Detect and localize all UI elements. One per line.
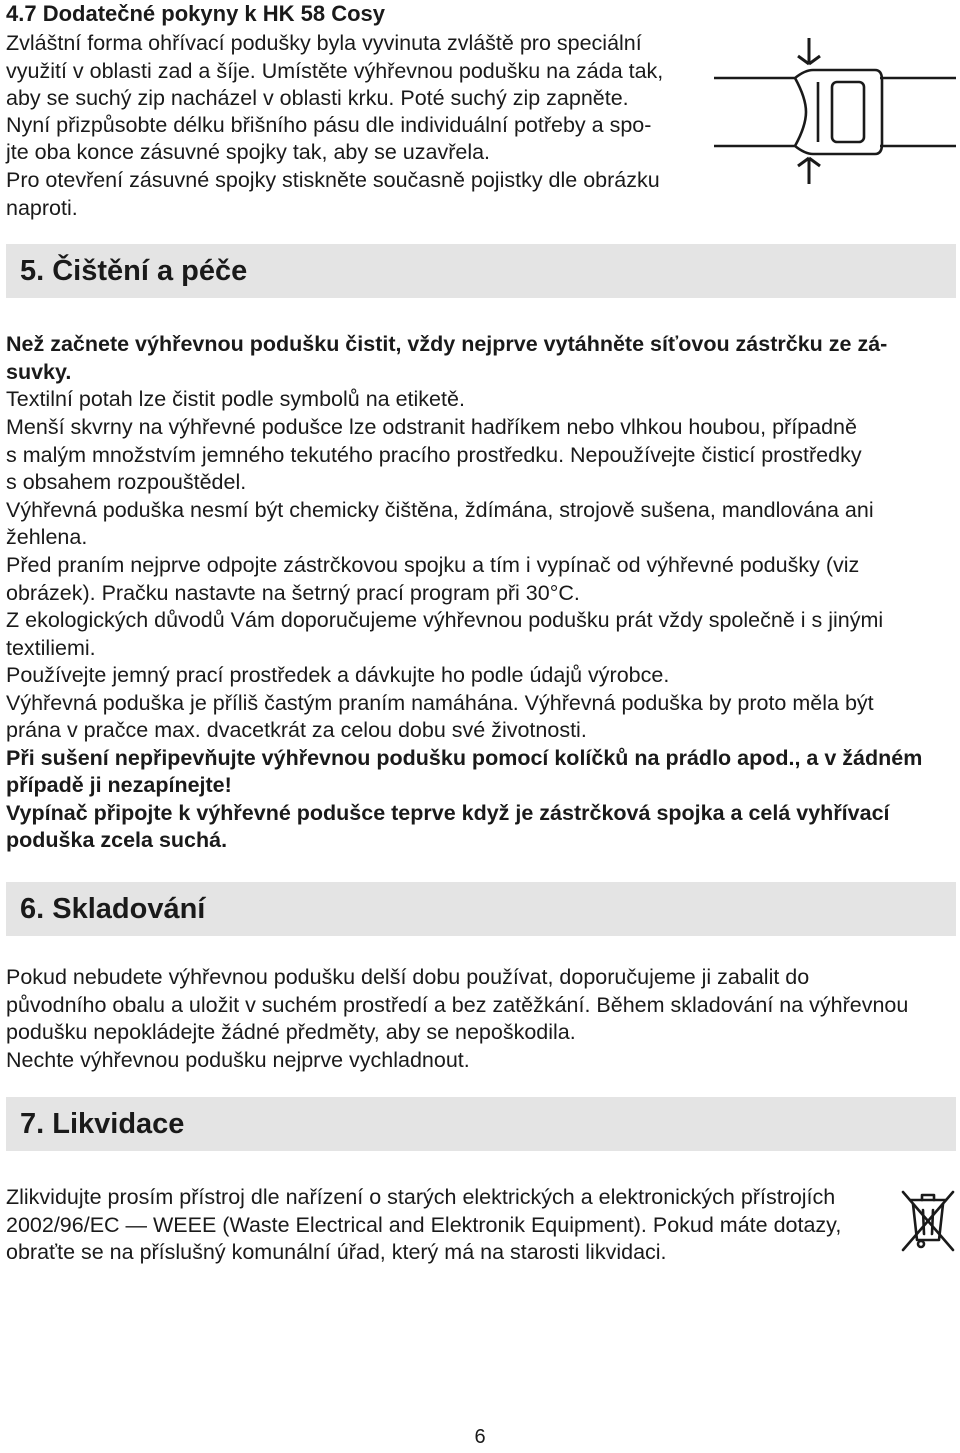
section-6-line: původního obalu a uložit v suchém prostředí a bez zatěžkání. Během skladování na výhřevnou bbox=[6, 993, 909, 1017]
section-5-line: Textilní potah lze čistit podle symbolů na etiketě. bbox=[6, 387, 465, 411]
section-6-line: podušku nepokládejte žádné předměty, aby se nepoškodila. bbox=[6, 1020, 576, 1044]
section-5-line: Před praním nejprve odpojte zástrčkovou spojku a tím i vypínač od výhřevné podušky (viz bbox=[6, 553, 860, 577]
crossed-out-bin-icon bbox=[898, 1184, 958, 1256]
section-5-line: Používejte jemný prací prostředek a dávkujte ho podle údajů výrobce. bbox=[6, 663, 670, 687]
section-5-line: suvky. bbox=[6, 360, 72, 384]
section-5-line: Než začnete výhřevnou podušku čistit, vždy nejprve vytáhněte síťovou zástrčku ze zá- bbox=[6, 332, 888, 356]
section-5-title: 5. Čištění a péče bbox=[20, 255, 248, 287]
section-6-line: Pokud nebudete výhřevnou podušku delší dobu používat, doporučujeme ji zabalit do bbox=[6, 965, 810, 989]
section-6-header bbox=[6, 882, 956, 936]
section-5-line: Při sušení nepřipevňujte výhřevnou podušku pomocí kolíčků na prádlo apod., a v žádném bbox=[6, 746, 923, 770]
section-5-line: prána v pračce max. dvacetkrát za celou dobu své životnosti. bbox=[6, 718, 587, 742]
section-5-line: Výhřevná poduška je příliš častým praním namáhána. Výhřevná poduška by proto měla být bbox=[6, 691, 874, 715]
section-5-line: textiliemi. bbox=[6, 636, 96, 660]
section-7-line: Zlikvidujte prosím přístroj dle nařízení o starých elektrických a elektronických přístrojích bbox=[6, 1185, 836, 1209]
section-7-line: obraťte se na příslušný komunální úřad, který má na starosti likvidaci. bbox=[6, 1240, 667, 1264]
section-5-line: Z ekologických důvodů Vám doporučujeme výhřevnou podušku prát vždy společně i s jinými bbox=[6, 608, 884, 632]
section-5-line: s obsahem rozpouštědel. bbox=[6, 470, 247, 494]
section-6-line: Nechte výhřevnou podušku nejprve vychladnout. bbox=[6, 1048, 470, 1072]
section-4-7-line: jte oba konce zásuvné spojky tak, aby se uzavřela. bbox=[6, 140, 491, 164]
section-4-7-line: Pro otevření zásuvné spojky stiskněte současně pojistky dle obrázku bbox=[6, 168, 660, 192]
section-5-line: poduška zcela suchá. bbox=[6, 828, 228, 852]
page-number: 6 bbox=[474, 1426, 486, 1448]
section-4-7-line: Zvláštní forma ohřívací podušky byla vyvinuta zvláště pro speciální bbox=[6, 31, 642, 55]
section-5-line: obrázek). Pračku nastavte na šetrný prací program při 30°C. bbox=[6, 581, 580, 605]
section-4-7-line: aby se suchý zip nacházel v oblasti krku. Poté suchý zip zapněte. bbox=[6, 86, 629, 110]
section-7-title: 7. Likvidace bbox=[20, 1108, 185, 1140]
section-4-7-line: Nyní přizpůsobte délku břišního pásu dle individuální potřeby a spo- bbox=[6, 113, 652, 137]
section-4-7-line: naproti. bbox=[6, 196, 78, 220]
section-5-line: Menší skvrny na výhřevné podušce lze odstranit hadříkem nebo vlhkou houbou, případně bbox=[6, 415, 857, 439]
section-5-line: Výhřevná poduška nesmí být chemicky čištěna, ždímána, strojově sušena, mandlována ani bbox=[6, 498, 874, 522]
section-4-7-heading: 4.7 Dodatečné pokyny k HK 58 Cosy bbox=[6, 1, 386, 26]
section-7-header bbox=[6, 1097, 956, 1151]
section-5-line: Vypínač připojte k výhřevné podušce teprve když je zástrčková spojka a celá vyhřívací bbox=[6, 801, 890, 825]
section-5-header bbox=[6, 244, 956, 298]
section-4-7-line: využití v oblasti zad a šíje. Umístěte výhřevnou podušku na záda tak, bbox=[6, 59, 664, 83]
section-5-line: žehlena. bbox=[6, 525, 88, 549]
section-7-line: 2002/96/EC — WEEE (Waste Electrical and Elektronik Equipment). Pokud máte dotazy, bbox=[6, 1213, 842, 1237]
section-5-line: s malým množstvím jemného tekutého pracího prostředku. Nepoužívejte čisticí prostředky bbox=[6, 443, 862, 467]
section-5-line: případě ji nezapínejte! bbox=[6, 773, 232, 797]
buckle-diagram-icon bbox=[710, 36, 960, 186]
section-6-title: 6. Skladování bbox=[20, 893, 206, 925]
